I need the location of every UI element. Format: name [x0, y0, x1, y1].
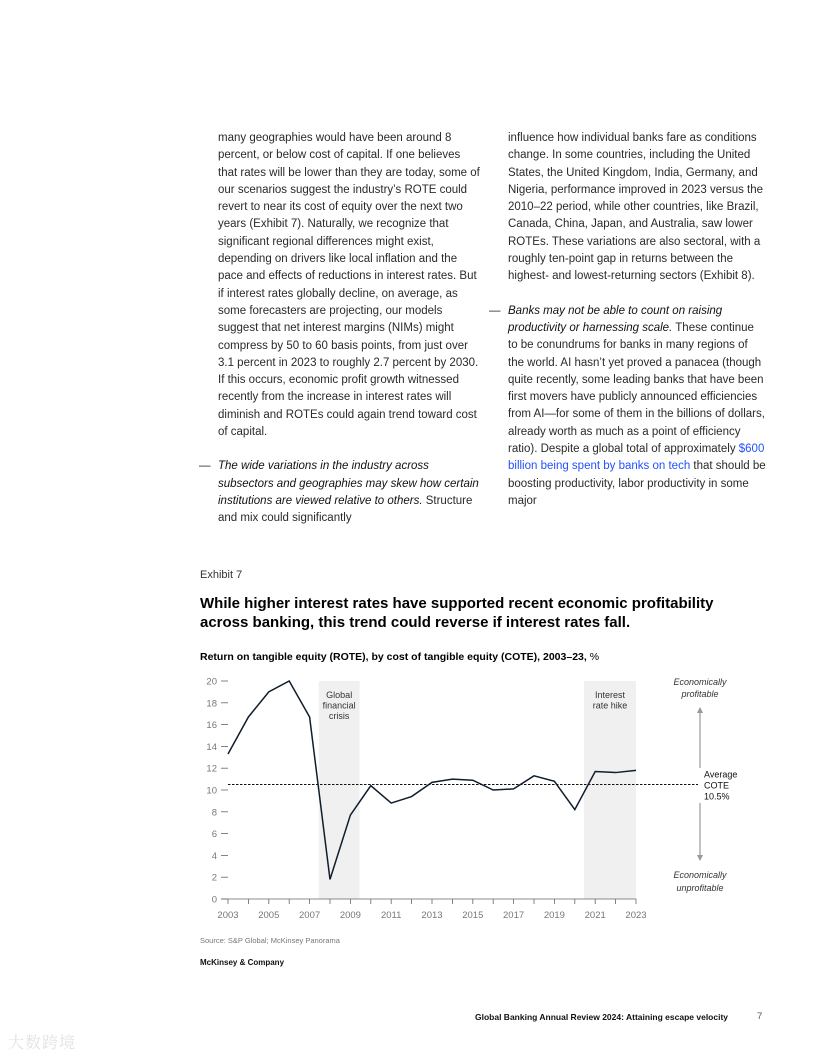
bullet-dash: — — [199, 460, 211, 473]
right-paragraph: influence how individual banks fare as conditions change. In some countries, including the United States, the United Kingdom, India, Germany, and Nigeria, performance improved in 2023 versus the 2010–22 period, while other countries, like Brazil, Canada, China, Japan, and Australia, saw lower ROTEs. These variations are also sectoral, with a roughly ten-point gap in returns between the highest- and lowest-returning sectors (Exhibit 8). — [508, 132, 764, 283]
x-tick-label: 2019 — [543, 910, 565, 921]
y-tick-label: 0 — [211, 894, 217, 906]
exhibit-label: Exhibit 7 — [200, 569, 243, 581]
chart-subtitle-text: Return on tangible equity (ROTE), by cost of tangible equity (COTE), 2003–23, — [200, 651, 587, 663]
y-tick-label: 16 — [206, 720, 217, 732]
bullet-body: These continue to be conundrums for banks in many regions of the world. AI hasn’t yet proved a panacea (though quite recently, some leading banks that have been first movers have publicly announced efficiencies from AI—for some of them in the billions of dollars, already worth as much as a point of efficiency ratio). Despite a global total of approximately — [508, 321, 765, 456]
y-tick-label: 20 — [206, 676, 217, 688]
profitable-annotation: profitable — [681, 689, 719, 699]
average-cote-label: 10.5% — [704, 791, 730, 802]
y-tick-label: 14 — [206, 741, 217, 753]
left-paragraph: many geographies would have been around 8 percent, or below cost of capital. If one believes that rates will be lower than they are today, some of our scenarios suggest the industry’s ROTE could revert to near its cost of equity over the next two years (Exhibit 7). Naturally, we recognize that significant regional differences might exist, depending on drivers like local inflation and the pace and effects of reductions in interest rates. But if interest rates globally decline, on average, as some forecasters are projecting, our models suggest that net interest margins (NIMs) might compress by 50 to 60 basis points, from just over 3.1 percent in 2023 to roughly 2.7 percent by 2030. If this occurs, economic profit growth witnessed recently from the increase in interest rates will diminish and ROTEs could again trend toward cost of capital. — [218, 132, 480, 439]
x-tick-label: 2015 — [462, 910, 484, 921]
x-tick-label: 2009 — [339, 910, 361, 921]
average-cote-label: COTE — [704, 780, 730, 791]
x-tick-label: 2021 — [584, 910, 606, 921]
rote-line — [228, 681, 636, 879]
source-note: Source: S&P Global; McKinsey Panorama — [200, 936, 340, 945]
exhibit-title: While higher interest rates have supported recent economic profitability across banking, this trend could reverse if interest rates fall. — [200, 595, 714, 631]
x-tick-label: 2003 — [217, 910, 239, 921]
shaded-period — [584, 681, 636, 899]
bullet-lead: Banks may not be able to count on raising productivity or harnessing scale. — [508, 304, 723, 334]
shaded-period-label: rate hike — [592, 700, 628, 711]
page-number: 7 — [757, 1011, 763, 1022]
y-tick-label: 2 — [211, 872, 217, 884]
bullet-body-cont: that should be boosting productivity, labor productivity in some major — [508, 460, 766, 507]
x-tick-label: 2011 — [380, 910, 402, 921]
profitable-annotation: Economically — [673, 677, 727, 687]
arrow-down-icon — [697, 855, 703, 861]
arrow-up-icon — [697, 707, 703, 713]
y-tick-label: 4 — [211, 850, 217, 862]
tech-spend-link[interactable]: $600 billion being spent by banks on tech — [508, 443, 765, 473]
shaded-period-label: crisis — [328, 711, 350, 721]
x-tick-label: 2017 — [503, 910, 525, 921]
x-tick-label: 2005 — [258, 910, 280, 921]
unprofitable-annotation: Economically — [673, 870, 727, 880]
average-cote-label: Average — [704, 769, 738, 780]
chart-unit: % — [586, 651, 600, 663]
publication-title: Global Banking Annual Review 2024: Attaining escape velocity — [475, 1012, 729, 1022]
bullet-lead: The wide variations in the industry across subsectors and geographies may skew how certain institutions are viewed relative to others. — [218, 460, 479, 507]
shaded-period-label: Global — [326, 690, 353, 700]
y-tick-label: 8 — [211, 807, 217, 819]
x-tick-label: 2023 — [625, 910, 647, 921]
unprofitable-annotation: unprofitable — [676, 883, 724, 893]
shaded-period-label: financial — [322, 700, 356, 711]
brand-name: McKinsey & Company — [200, 958, 285, 967]
y-tick-label: 18 — [206, 698, 217, 710]
x-tick-label: 2007 — [299, 910, 321, 921]
x-tick-label: 2013 — [421, 910, 443, 921]
bullet-dash: — — [489, 304, 501, 317]
y-tick-label: 12 — [206, 763, 217, 775]
bullet-body: Structure and mix could significantly — [218, 494, 473, 525]
shaded-period-label: Interest — [594, 690, 625, 700]
y-tick-label: 10 — [206, 785, 217, 797]
y-tick-label: 6 — [211, 829, 217, 841]
watermark: 大数跨境 — [8, 1035, 77, 1052]
